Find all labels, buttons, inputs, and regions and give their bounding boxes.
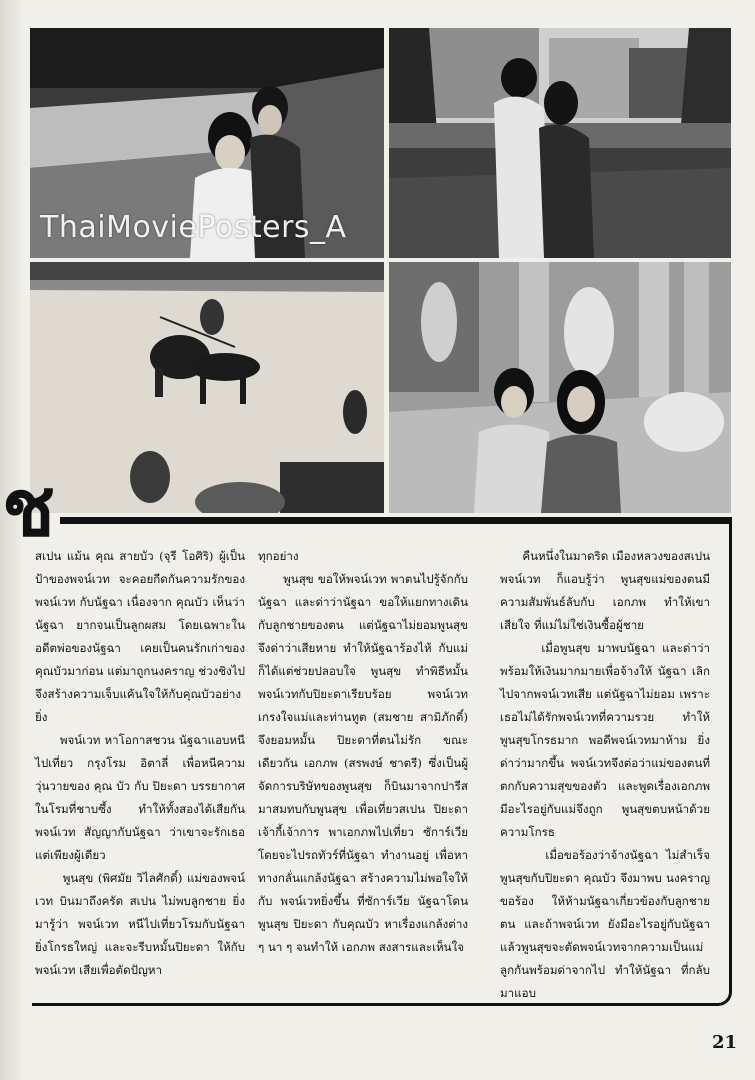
couple-in-park-photo	[389, 28, 731, 258]
article-column-2: ทุกอย่าง พูนสุข ขอให้พจน์เวท พาตนไปรู้จักกับนัฐฉา และด่าว่านัฐฉา ขอให้แยกทางเดินกับลูกชายของตน แต่นัฐฉาไม่ยอมพูนสุขจึงด่าว่าเสียหาย ทำให้นัฐฉาร้องไห้ กับแม่ก็ได้แต่ช่วยปลอบใจ พูนสุข ทำพิธีหมั้นพจน์เวทกับปิยะดาเรียบร้อย พจน์เวทเกรงใจแม่และท่านทูต (สมชาย สามิภักดิ์) จึงยอมหมั้น ปิยะดาที่ตนไม่รัก ขณะเดียวกัน เอกภพ (สรพงษ์ ชาตรี) ซึ่งเป็นผู้จัดการบริษัทของพูนสุข ก็บินมาจากปารีสมาสมทบกับพูนสุข เพื่อเที่ยวสเปน ปิยะดาเจ้ากี้เจ้าการ พาเอกภพไปเที่ยว ซัการ์เวียโดยจะไปรถทัวร์ที่นัฐฉา ทำงานอยู่ เพื่อหาทางกลั่นแกล้งนัฐฉา สร้างความไม่พอใจให้กับ พจน์เวทยิ่งขึ้น ที่ซัการ์เวีย นัฐฉาโดนพูนสุข ปิยะดา กับคุณบัว หาเรื่องแกล้งต่าง ๆ นา ๆ จนทำให้ เอกภพ สงสารและเห็นใจ	[258, 549, 468, 954]
photo-illustration	[389, 28, 731, 258]
page-number: 21	[711, 1032, 737, 1053]
couple-at-trevi-fountain-photo	[389, 262, 731, 513]
photo-illustration	[30, 262, 384, 513]
watermark-text: ThaiMoviePosters_A	[40, 210, 347, 245]
article-column-3: คืนหนึ่งในมาดริด เมืองหลวงของสเปน พจน์เวท ก็แอบรู้ว่า พูนสุขแม่ของตนมีความสัมพันธ์ลับกับ เอกภพ ทำให้เขาเสียใจ ที่แม่ไม่ใช่เงินซื้อผู้ชาย เมื่อพูนสุข มาพบนัฐฉา และด่าว่าพร้อมให้เงินมากมายเพื่อจ้างให้ นัฐฉา เลิกไปจากพจน์เวทเสีย แต่นัฐฉาไม่ยอม เพราะเธอไม่ได้รักพจน์เวทที่ความรวย ทำให้พูนสุขโกรธมาก พอดีพจน์เวทมาห้าม ยิ่งด่าว่ามากขึ้น พจน์เวทจึงต่อว่าแม่ของตนที่ตกกับความสุขของตัว และพูดเรื่องเอกภพมีอะไรอยู่กับแม่จึงถูก พูนสุขตบหน้าด้วยความโกรธ เมื่อขอร้องว่าจ้างนัฐฉา ไม่สำเร็จ พูนสุขกับปิยะดา คุณบัว จึงมาพบ นงคราญ ขอร้อง ให้ห้ามนัฐฉาเกี่ยวข้องกับลูกชายตน และถ้าพจน์เวท ยังมีอะไรอยู่กับนัฐฉาแล้วพูนสุขจะตัดพจน์เวทจากความเป็นแม่ลูกกันพร้อมด่าจากไป ทำให้นัฐฉา ที่กลับมาแอบ	[500, 549, 711, 1000]
photo-illustration	[389, 262, 731, 513]
bullfight-photo	[30, 262, 384, 513]
decorative-initial-glyph: ช	[2, 463, 55, 554]
article-column-1: สเปน แม้น คุณ สายบัว (จุรี โอศิริ) ผู้เป็นป้าของพจน์เวท จะคอยกีดกันความรักของพจน์เวท กับนัฐฉา เนื่องจาก คุณบัว เห็นว่า นัฐฉา ยากจนเป็นลูกผสม โดยเฉพาะในอดีตพ่อของนัฐฉา เคยเป็นคนรักเก่าของคุณบัวมาก่อน แต่มาถูกนงคราญ ช่วงชิงไป จึงสร้างความเจ็บแค้นใจให้กับคุณบัวอย่างยิ่ง พจน์เวท หาโอกาสชวน นัฐฉาแอบหนีไปเที่ยว กรุงโรม อิตาลี่ เพื่อหนีความวุ่นวายของ คุณ บัว กับ ปิยะดา บรรยากาศในโรมที่ชาบซึ้ง ทำให้ทั้งสองได้เสียกัน พจน์เวท สัญญากับนัฐฉา ว่าเขาจะรักเธอแต่เพียงผู้เดียว พูนสุข (พิศมัย วิไลศักดิ์) แม่ของพจน์เวท บินมาถึงครัด สเปน ไม่พบลูกชาย ยิ่งมารู้ว่า พจน์เวท หนีไปเที่ยวโรมกับนัฐฉา ยิ่งโกรธใหญ่ และจะรีบหมั้นปิยะดา ให้กับพจน์เวท เสียเพื่อตัดปัญหา	[35, 549, 245, 977]
